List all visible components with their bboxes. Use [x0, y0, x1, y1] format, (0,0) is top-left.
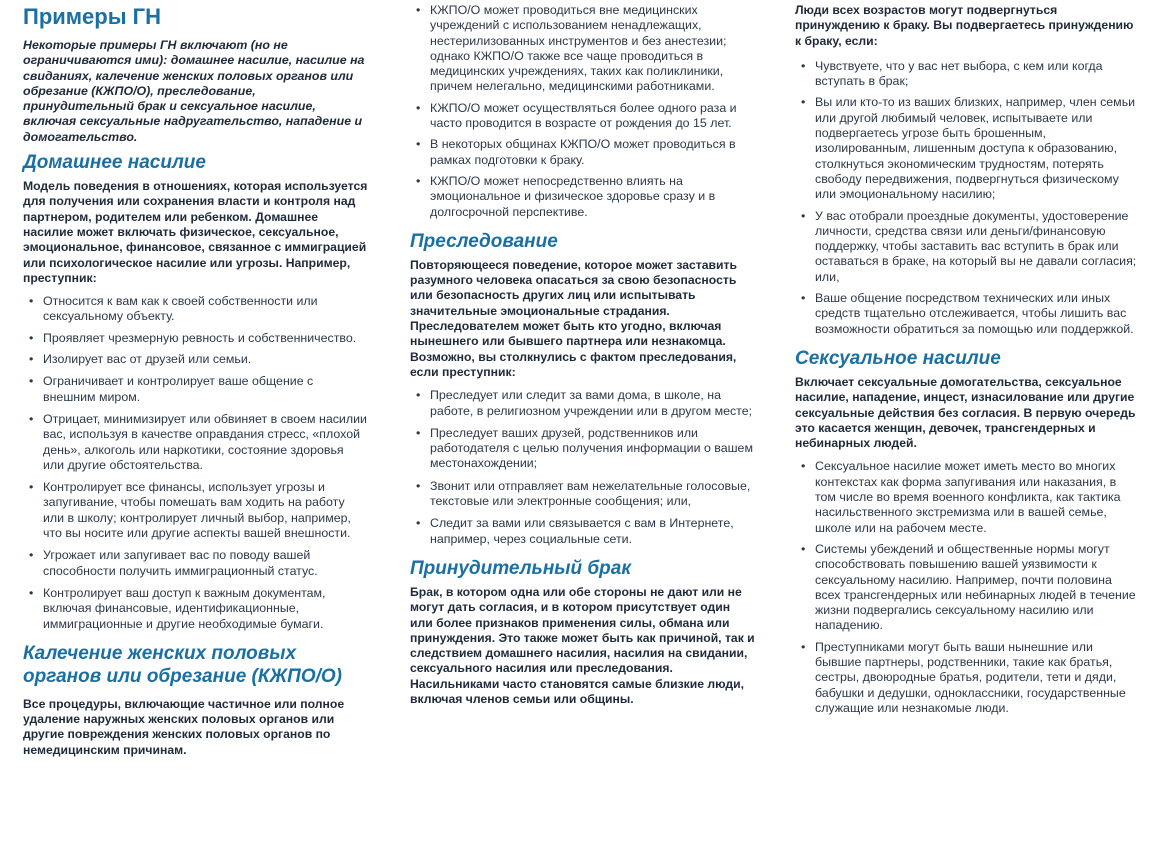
list-item: • Преследует или следит за вами дома, в школе, на работе, в религиозном учреждении или в другом месте; — [410, 388, 755, 419]
forced-marriage-lead: Брак, в котором одна или обе стороны не дают или не могут дать согласия, и в котором присутствует один или более признаков применения силы, обмана или принуждения. Это также может быть как причиной, так и следствием домашнего насилия, насилия на свидании, сексуального насилия или преследования. Насильниками часто становятся самые близкие люди, включая членов семьи или общины. — [410, 584, 755, 706]
list-item: • Отрицает, минимизирует или обвиняет в своем насилии вас, используя в качестве оправдания стресс, «плохой день», алкоголь или наркотики, состояние здоровья или другие обстоятельства. — [23, 412, 368, 473]
list-item: • КЖПО/О может проводиться вне медицинских учреждений с использованием ненадлежащих, нестерилизованных инструментов и без анестезии; однако КЖПО/О также все чаще проводиться в медицинских учреждениях, таких как поликлиники, причем нелегально, медицинскими работниками. — [410, 3, 755, 95]
heading-domestic-violence: Домашнее насилие — [23, 152, 206, 174]
list-item: • Угрожает или запугивает вас по поводу вашей способности получить иммиграционный статус. — [23, 548, 368, 579]
list-item: • Преследует ваших друзей, родственников или работодателя с целью получения информации о вашем местонахождении; — [410, 426, 755, 472]
column-middle — [410, 0, 755, 715]
intro-paragraph: Некоторые примеры ГН включают (но не ограничиваются ими): домашнее насилие, насилие на свиданиях, калечение женских половых органов или обрезание (КЖПО/О), преследование, принудительный брак и сексуальное насилие, включая сексуальные надругательство, нападение и домогательство. — [23, 38, 365, 144]
sexual-violence-lead: Включает сексуальные домогательства, сексуальное насилие, нападение, инцест, изнасилование или другие сексуальные действия без согласия. В первую очередь это касается женщин, девочек, трансгендерных и небинарных людей. — [795, 374, 1136, 451]
forced-marriage-list — [795, 59, 1140, 337]
list-item: • У вас отобрали проездные документы, удостоверение личности, средства связи или деньги/финансовую поддержку, чтобы заставить вас вступить в брак или оставаться в браке, на который вы не давали согласия; или, — [795, 209, 1140, 285]
stalking-lead: Повторяющееся поведение, которое может заставить разумного человека опасаться за свою безопасность или безопасность других лиц или испытывать значительные эмоциональные страдания. Преследователем может быть кто угодно, включая нынешнего или бывшего партнера или незнакомца. Возможно, вы столкнулись с фактом преследования, если преступник: — [410, 257, 738, 379]
sexual-violence-list — [795, 459, 1140, 716]
list-item: • КЖПО/О может непосредственно влиять на эмоциональное и физическое здоровье сразу и в долгосрочной перспективе. — [410, 174, 755, 220]
heading-forced-marriage: Принудительный брак — [410, 557, 631, 579]
heading-fgm: Калечение женских половых органов или обрезание (КЖПО/О) — [23, 642, 343, 687]
list-item: • КЖПО/О может осуществляться более одного раза и часто проводится в возрасте от рождения до 15 лет. — [410, 101, 755, 132]
page-title: Примеры ГН — [23, 4, 161, 29]
list-item: • В некоторых общинах КЖПО/О может проводиться в рамках подготовки к браку. — [410, 137, 755, 168]
heading-sexual-violence: Сексуальное насилие — [795, 347, 1001, 369]
list-item: • Преступниками могут быть ваши нынешние или бывшие партнеры, родственники, такие как братья, сестры, двоюродные братья, родители, тети и дяди, бабушки и дедушки, одноклассники, государственные служащие или незнакомые люди. — [795, 640, 1140, 716]
list-item: • Сексуальное насилие может иметь место во многих контекстах как форма запугивания или наказания, в том числе во время военного конфликта, как тактика насильственного экстремизма или в вашей семье, школе или на рабочем месте. — [795, 459, 1140, 535]
list-item: • Системы убеждений и общественные нормы могут способствовать повышению вашей уязвимости к сексуальному насилию. Например, почти половина всех трансгендерных или небинарных людей в течение жизни подвергались сексуальному насилию или нападению. — [795, 542, 1140, 634]
list-item: • Следит за вами или связывается с вам в Интернете, например, через социальные сети. — [410, 516, 755, 547]
fgm-list — [410, 3, 755, 220]
list-item: • Контролирует ваш доступ к важным документам, включая финансовые, идентификационные, иммиграционные и другие необходимые бумаги. — [23, 586, 368, 632]
column-left — [23, 0, 368, 766]
stalking-list — [410, 388, 755, 547]
column-right — [795, 0, 1140, 716]
list-item: • Ограничивает и контролирует ваше общение с внешним миром. — [23, 374, 368, 405]
list-item: • Звонит или отправляет вам нежелательные голосовые, текстовые или электронные сообщения; или, — [410, 479, 755, 510]
list-item: • Чувствуете, что у вас нет выбора, с кем или когда вступать в брак; — [795, 59, 1140, 90]
fgm-lead: Все процедуры, включающие частичное или полное удаление наружных женских половых органов или другие повреждения женских половых органов по немедицинским причинам. — [23, 696, 345, 757]
list-item: • Ваше общение посредством технических или иных средств тщательно отслеживается, чтобы лишить вас возможности обратиться за помощью или поддержкой. — [795, 291, 1140, 337]
domestic-violence-list — [23, 294, 368, 632]
heading-stalking: Преследование — [410, 230, 558, 252]
list-item: • Контролирует все финансы, использует угрозы и запугивание, чтобы помешать вам ходить на работу или в школу; контролирует личный выбор, например, что вы носите или другие аспекты вашей внешности. — [23, 480, 368, 541]
forced-marriage-lead-cont: Люди всех возрастов могут подвергнуться принуждению к браку. Вы подвергаетесь принуждению к браку, если: — [795, 3, 1134, 48]
list-item: • Вы или кто-то из ваших близких, например, член семьи или другой любимый человек, испытываете или подвергаетесь угрозе быть брошенным, изолированным, лишенным доступа к образованию, столкнуться экономическим трудностям, потерять свободу передвижения, подвергнуться физическому или эмоциональному насилию; — [795, 95, 1140, 202]
domestic-violence-lead: Модель поведения в отношениях, которая используется для получения или сохранения власти и контроля над партнером, родителем или ребенком. Домашнее насилие может включать физическое, сексуальное, эмоциональное, финансовое, связанное с иммиграцией или психологическое насилие или угрозы. Например, преступник: — [23, 179, 368, 285]
list-item: • Проявляет чрезмерную ревность и собственничество. — [23, 331, 368, 346]
list-item: • Относится к вам как к своей собственности или сексуальному объекту. — [23, 294, 368, 325]
list-item: • Изолирует вас от друзей или семьи. — [23, 352, 368, 367]
